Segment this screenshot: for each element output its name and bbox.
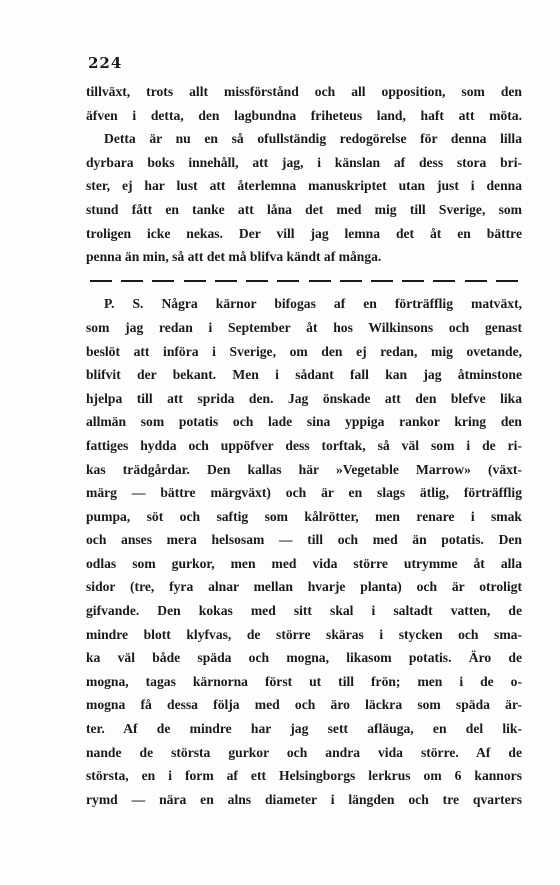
text-line: och anses mera helsosam — till och med än potatis. Den xyxy=(86,532,522,548)
text-line: mogna få dessa följa med och äro läckra som späda är- xyxy=(86,697,522,713)
section-divider xyxy=(86,269,522,293)
text-line: odlas som gurkor, men med vida större utrymme åt alla xyxy=(86,555,522,571)
text-line: blifvit der bekant. Men i sådant fall kan jag åtminstone xyxy=(86,367,522,383)
text-line: tillväxt, trots allt missförstånd och all opposition, som den xyxy=(86,84,522,99)
text-line: rymd — nära en alns diameter i längden och tre qvarters xyxy=(86,791,522,807)
text-line: ter. Af de mindre har jag sett afläuga, en del lik- xyxy=(86,721,522,737)
text-line: nande de största gurkor och andra vida större. Af de xyxy=(86,744,522,760)
divider-dash xyxy=(184,280,206,282)
text-line: dyrbara boks innehåll, att jag, i känslan af dess stora bri- xyxy=(86,154,522,170)
divider-dash xyxy=(465,280,487,282)
divider-dash xyxy=(277,280,299,282)
text-line: gifvande. Den kokas med sitt skal i saltadt vatten, de xyxy=(86,603,522,619)
divider-dash xyxy=(215,280,237,282)
divider-dash xyxy=(496,280,518,282)
divider-dash xyxy=(152,280,174,282)
divider-dash xyxy=(90,280,112,282)
text-line: beslöt att införa i Sverige, om den ej redan, mig ovetande, xyxy=(86,343,522,359)
text-line: kas trädgårdar. Den kallas här »Vegetable Marrow» (växt- xyxy=(86,461,522,477)
text-line: P. S. Några kärnor bifogas af en förträfflig matväxt, xyxy=(104,296,522,312)
text-line: äfven i detta, den lagbundna friheteus land, haft att möta. xyxy=(86,107,522,123)
divider-dash xyxy=(402,280,424,282)
divider-dash xyxy=(309,280,331,282)
text-line: stund fått en tanke att låna det med mig till Sverige, som xyxy=(86,201,522,217)
page-number: 224 xyxy=(88,54,123,72)
divider-dash xyxy=(246,280,268,282)
text-line: mogna, tagas kärnorna först ut till frön; men i de o- xyxy=(86,673,522,689)
text-line: Detta är nu en så ofullständig redogörelse för denna lilla xyxy=(104,131,522,147)
text-line: största, en i form af ett Helsingborgs lerkrus om 6 kannors xyxy=(86,768,522,784)
divider-dash xyxy=(121,280,143,282)
text-line: sidor (tre, fyra alnar mellan hvarje planta) och är otroligt xyxy=(86,579,522,595)
divider-dash xyxy=(371,280,393,282)
text-line: ster, ej har lust att återlemna manuskriptet utan just i denna xyxy=(86,178,522,194)
text-line: hjelpa till att sprida den. Jag önskade att den blefve lika xyxy=(86,390,522,406)
text-line: fattiges hydda och uppöfver dess torftak, så väl som i de ri- xyxy=(86,437,522,453)
divider-dash xyxy=(340,280,362,282)
text-line: märg — bättre märgväxt) och är en slags ätlig, förträfflig xyxy=(86,485,522,501)
text-line: ka väl både späda och mogna, likasom potatis. Äro de xyxy=(86,650,522,666)
text-line: mindre blott klyfvas, de större skäras i stycken och sma- xyxy=(86,626,522,642)
body-text xyxy=(86,80,522,811)
text-line: penna än min, så att det må blifva kändt af många. xyxy=(86,249,382,265)
text-line: troligen icke nekas. Der vill jag lemna det åt en bättre xyxy=(86,225,522,241)
text-line: pumpa, söt och saftig som kålrötter, men renare i smak xyxy=(86,508,522,524)
text-line: som jag redan i September åt hos Wilkinsons och genast xyxy=(86,319,522,335)
text-line: allmän som potatis och lade sina yppiga rankor kring den xyxy=(86,414,522,430)
divider-dash xyxy=(433,280,455,282)
